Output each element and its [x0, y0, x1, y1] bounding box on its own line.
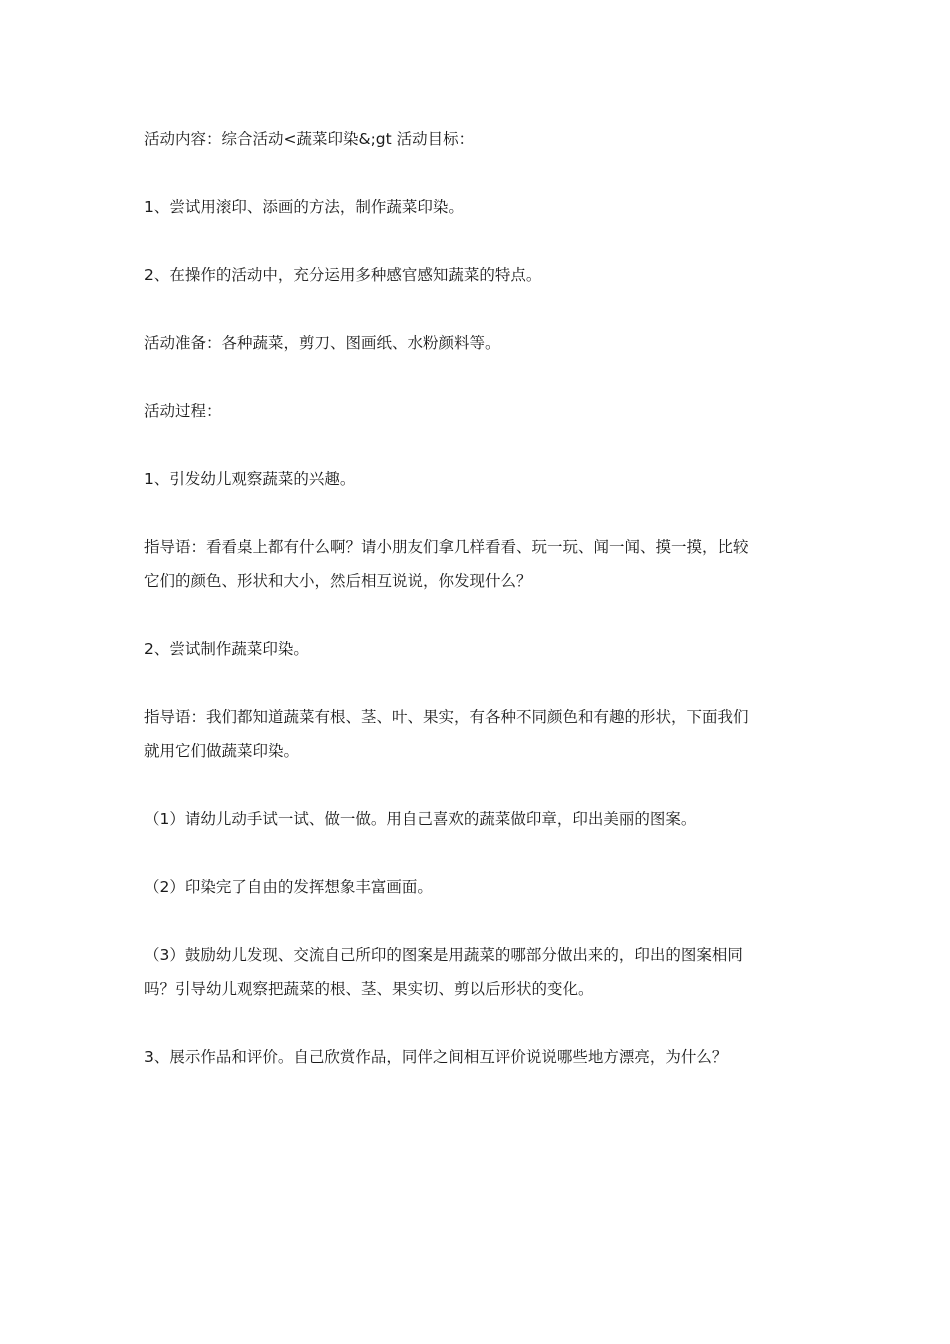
document-body	[144, 122, 804, 1108]
text-line: 活动准备：各种蔬菜，剪刀、图画纸、水粉颜料等。	[144, 334, 501, 352]
activity-content-paragraph	[144, 122, 804, 156]
text-line: 活动过程：	[144, 402, 222, 420]
substep-3-paragraph	[144, 938, 804, 1006]
text-line: 3、展示作品和评价。自己欣赏作品，同伴之间相互评价说说哪些地方漂亮，为什么？	[144, 1048, 728, 1066]
goal-2-paragraph	[144, 258, 804, 292]
text-line: 吗？引导幼儿观察把蔬菜的根、茎、果实切、剪以后形状的变化。	[144, 980, 594, 998]
text-line: 指导语：看看桌上都有什么啊？请小朋友们拿几样看看、玩一玩、闻一闻、摸一摸，比较	[144, 538, 749, 556]
guidance-2-paragraph	[144, 700, 804, 768]
text-line: （1）请幼儿动手试一试、做一做。用自己喜欢的蔬菜做印章，印出美丽的图案。	[144, 810, 697, 828]
text-line: 它们的颜色、形状和大小，然后相互说说，你发现什么？	[144, 572, 532, 590]
step-1-paragraph	[144, 462, 804, 496]
text-line: 指导语：我们都知道蔬菜有根、茎、叶、果实，有各种不同颜色和有趣的形状，下面我们	[144, 708, 749, 726]
text-line: 1、尝试用滚印、添画的方法，制作蔬菜印染。	[144, 198, 464, 216]
substep-2-paragraph	[144, 870, 804, 904]
text-line: 2、尝试制作蔬菜印染。	[144, 640, 309, 658]
substep-1-paragraph	[144, 802, 804, 836]
text-line: 就用它们做蔬菜印染。	[144, 742, 300, 760]
text-line: 1、引发幼儿观察蔬菜的兴趣。	[144, 470, 356, 488]
goal-1-paragraph	[144, 190, 804, 224]
text-line: 2、在操作的活动中，充分运用多种感官感知蔬菜的特点。	[144, 266, 542, 284]
text-line: （3）鼓励幼儿发现、交流自己所印的图案是用蔬菜的哪部分做出来的，印出的图案相同	[144, 946, 743, 964]
preparation-paragraph	[144, 326, 804, 360]
process-heading	[144, 394, 804, 428]
text-line: （2）印染完了自由的发挥想象丰富画面。	[144, 878, 433, 896]
step-3-paragraph	[144, 1040, 804, 1074]
text-line: 活动内容：综合活动<蔬菜印染&;gt 活动目标：	[144, 130, 475, 148]
guidance-1-paragraph	[144, 530, 804, 598]
step-2-paragraph	[144, 632, 804, 666]
